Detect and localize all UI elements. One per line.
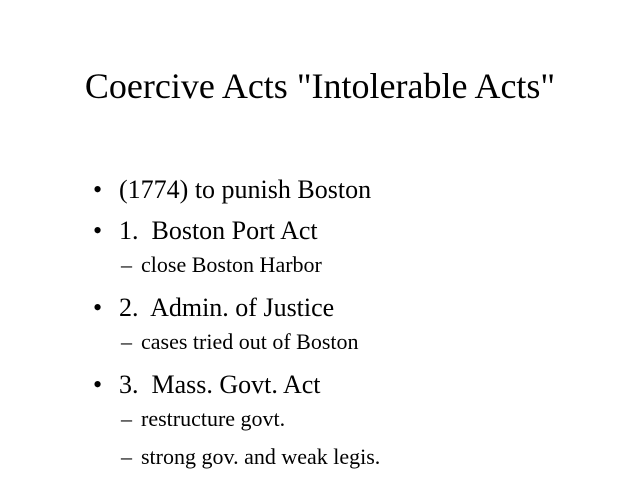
dash-marker: – bbox=[121, 329, 132, 354]
bullet-marker: • bbox=[93, 216, 103, 245]
bullet-text: (1774) to punish Boston bbox=[119, 175, 372, 204]
dash-marker: – bbox=[121, 444, 132, 469]
bullet-marker: • bbox=[93, 293, 103, 322]
bullet-text: 3. Mass. Govt. Act bbox=[119, 370, 321, 399]
dash-marker: – bbox=[121, 252, 132, 277]
sub-bullet-item bbox=[88, 418, 380, 496]
sub-bullet-text: close Boston Harbor bbox=[141, 252, 322, 277]
sub-bullet-text: restructure govt. bbox=[141, 406, 286, 431]
sub-bullet-text: cases tried out of Boston bbox=[141, 329, 359, 354]
bullet-text: 2. Admin. of Justice bbox=[119, 293, 335, 322]
bullet-text: 1. Boston Port Act bbox=[119, 216, 318, 245]
bullet-marker: • bbox=[93, 370, 103, 399]
sub-bullet-text: strong gov. and weak legis. bbox=[141, 444, 381, 469]
slide-title: Coercive Acts "Intolerable Acts" bbox=[84, 66, 556, 106]
bullet-marker: • bbox=[93, 175, 103, 204]
dash-marker: – bbox=[121, 406, 132, 431]
